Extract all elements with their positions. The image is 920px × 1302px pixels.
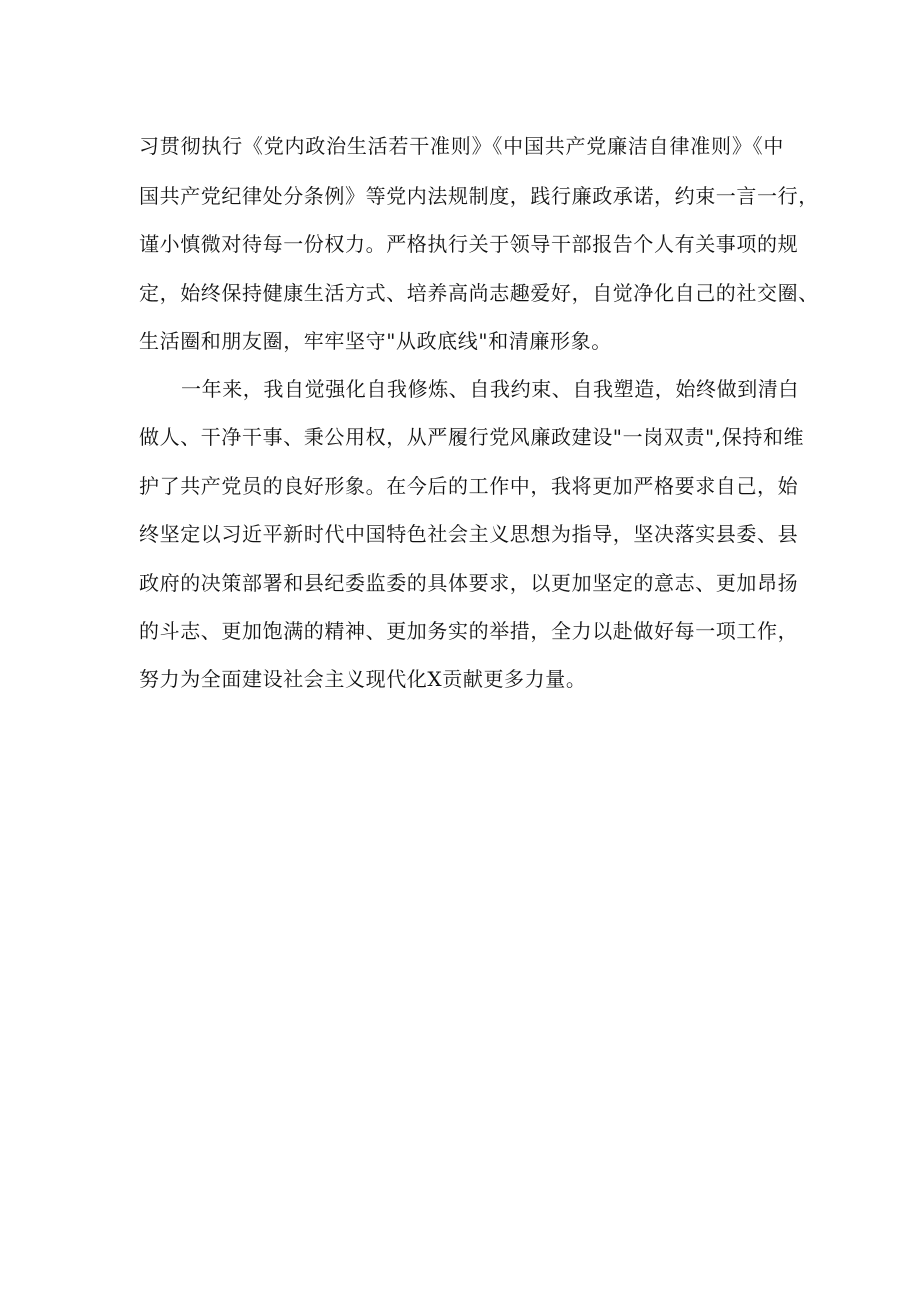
text-line: 习贯彻执行《党内政治生活若干准则》《中国共产党廉洁自律准则》《中 <box>139 134 784 158</box>
text-line: 终坚定以习近平新时代中国特色社会主义思想为指导，坚决落实县委、县 <box>139 522 799 546</box>
text-line: 的斗志、更加饱满的精神、更加务实的举措，全力以赴做好每一项工作， <box>139 619 799 643</box>
text-line: 护了共产党员的良好形象。在今后的工作中，我将更加严格要求自己，始 <box>139 474 799 498</box>
text-line: 谨小慎微对待每一份权力。严格执行关于领导干部报告个人有关事项的规 <box>139 232 799 256</box>
text-line: 定，始终保持健康生活方式、培养高尚志趣爱好，自觉净化自己的社交圈、 <box>139 281 819 305</box>
text-line: 努力为全面建设社会主义现代化X贡献更多力量。 <box>139 667 587 691</box>
text-line: 国共产党纪律处分条例》等党内法规制度，践行廉政承诺，约束一言一行， <box>139 184 819 208</box>
text-line: 生活圈和朋友圈，牢牢坚守"从政底线"和清廉形象。 <box>139 329 612 353</box>
text-line: 政府的决策部署和县纪委监委的具体要求，以更加坚定的意志、更加昂扬 <box>139 571 799 595</box>
text-line: 一年来，我自觉强化自我修炼、自我约束、自我塑造，始终做到清白 <box>181 377 799 401</box>
text-line: 做人、干净干事、秉公用权，从严履行党风廉政建设"一岗双责",保持和维 <box>139 425 805 449</box>
